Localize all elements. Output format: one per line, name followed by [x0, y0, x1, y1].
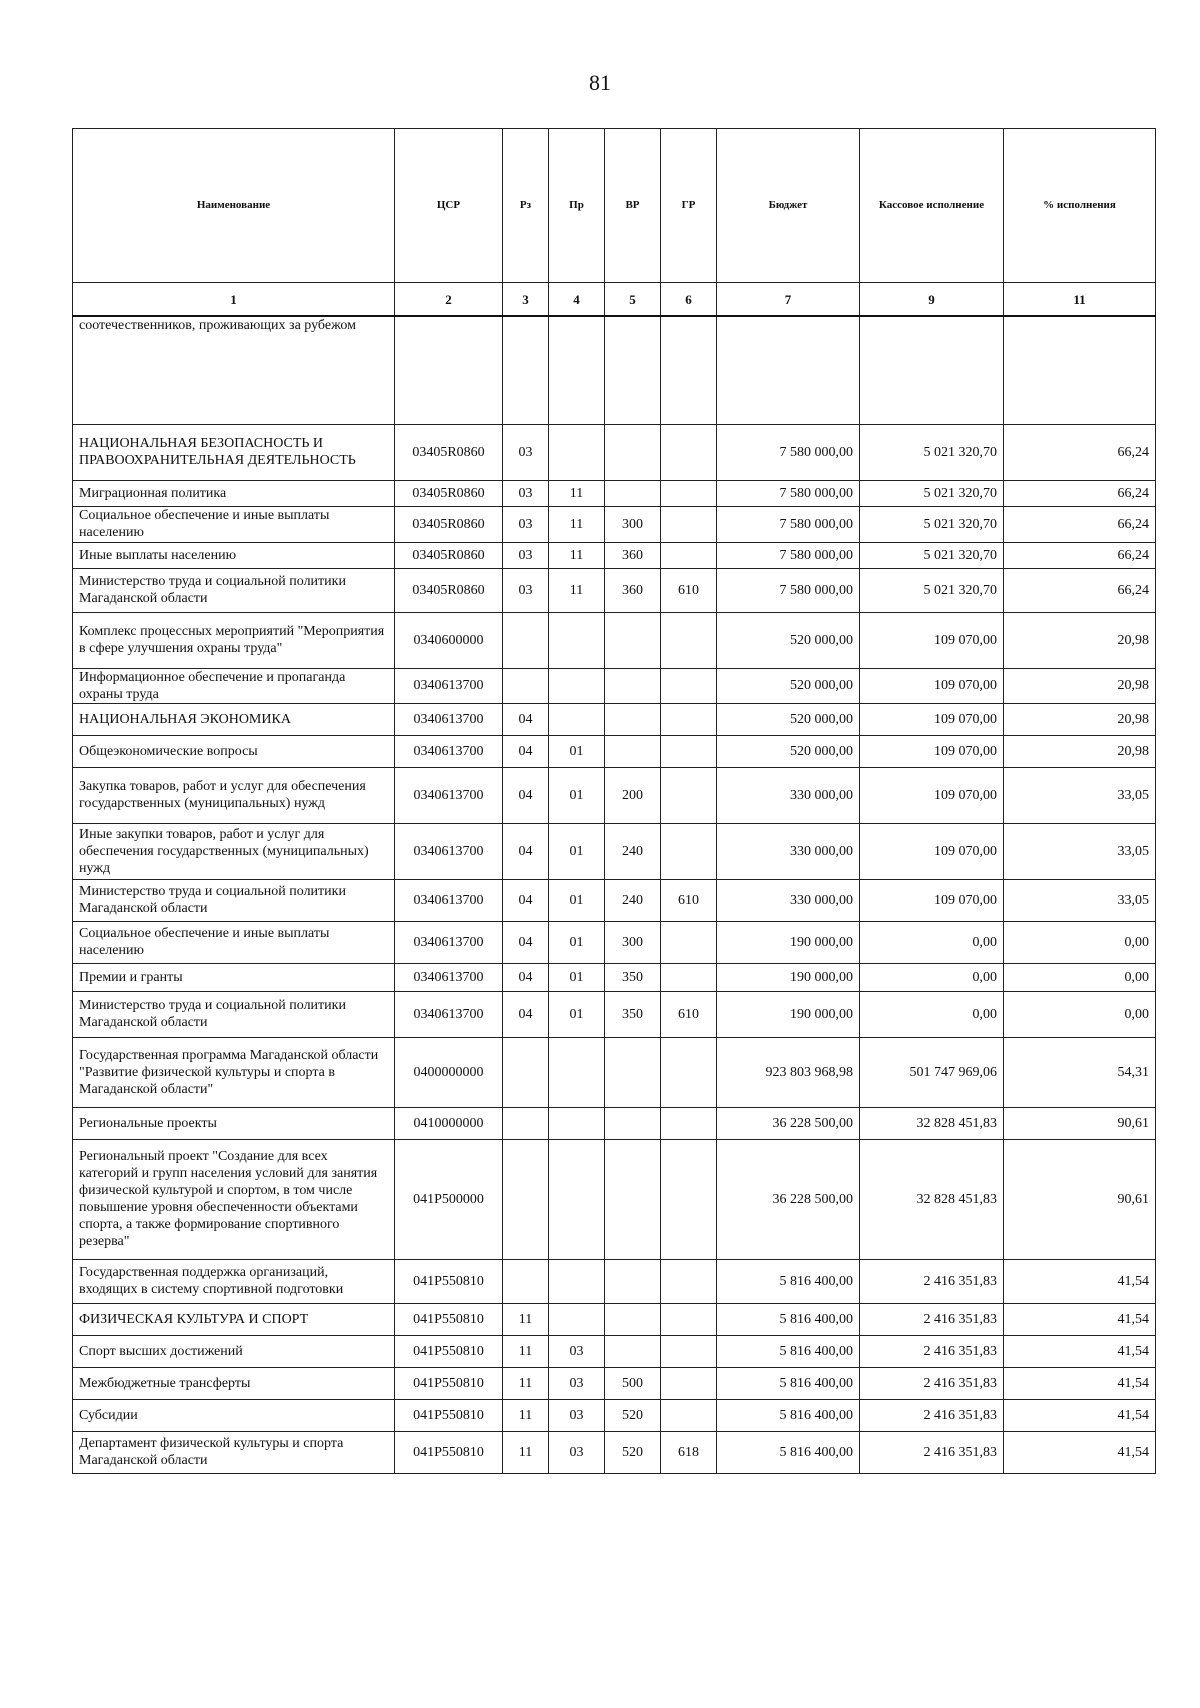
cell-gr	[661, 424, 717, 480]
cell-name: Региональный проект "Создание для всех категорий и групп населения условий для занятия физической культурой и спортом, в том числе повышение уровня обеспеченности объектами спорта, а также формирование спортивного резерва"	[73, 1139, 395, 1259]
cell-gr: 610	[661, 991, 717, 1037]
cell-budget: 5 816 400,00	[717, 1367, 860, 1399]
cell-pr	[549, 1259, 605, 1303]
cell-name: Департамент физической культуры и спорта Магаданской области	[73, 1431, 395, 1473]
cell-vr: 520	[605, 1431, 661, 1473]
cell-rz: 04	[503, 703, 549, 735]
cell-pr	[549, 703, 605, 735]
cell-csr: 041P550810	[395, 1335, 503, 1367]
cell-name: Региональные проекты	[73, 1107, 395, 1139]
cell-vr	[605, 316, 661, 424]
cell-pct: 0,00	[1004, 963, 1156, 991]
cell-rz: 11	[503, 1335, 549, 1367]
table-row	[73, 542, 1156, 568]
cell-budget: 7 580 000,00	[717, 568, 860, 612]
table-body	[73, 316, 1156, 1473]
header-cash: Кассовое исполнение	[860, 129, 1004, 283]
cell-gr	[661, 1037, 717, 1107]
cell-rz: 11	[503, 1303, 549, 1335]
cell-csr: 03405R0860	[395, 568, 503, 612]
cell-csr: 0340613700	[395, 921, 503, 963]
cell-name: Министерство труда и социальной политики Магаданской области	[73, 568, 395, 612]
cell-vr: 300	[605, 506, 661, 542]
cell-gr	[661, 921, 717, 963]
cell-vr	[605, 1303, 661, 1335]
cell-csr: 041P550810	[395, 1259, 503, 1303]
cell-pct: 66,24	[1004, 480, 1156, 506]
cell-vr	[605, 1335, 661, 1367]
cell-rz: 03	[503, 542, 549, 568]
cell-vr	[605, 480, 661, 506]
cell-csr: 0340600000	[395, 612, 503, 668]
cell-gr	[661, 668, 717, 703]
cell-pr	[549, 424, 605, 480]
cell-pr: 01	[549, 991, 605, 1037]
table-row	[73, 963, 1156, 991]
cell-rz	[503, 668, 549, 703]
cell-budget: 520 000,00	[717, 612, 860, 668]
cell-cash: 5 021 320,70	[860, 480, 1004, 506]
cell-vr: 300	[605, 921, 661, 963]
cell-pct: 54,31	[1004, 1037, 1156, 1107]
cell-gr	[661, 316, 717, 424]
header-csr: ЦСР	[395, 129, 503, 283]
cell-pct: 20,98	[1004, 668, 1156, 703]
table-row	[73, 879, 1156, 921]
cell-name: Комплекс процессных мероприятий "Мероприятия в сфере улучшения охраны труда"	[73, 612, 395, 668]
cell-rz: 03	[503, 568, 549, 612]
cell-csr: 03405R0860	[395, 480, 503, 506]
table-row	[73, 1399, 1156, 1431]
table-row	[73, 506, 1156, 542]
cell-csr: 0340613700	[395, 735, 503, 767]
cell-csr: 0410000000	[395, 1107, 503, 1139]
table-row	[73, 921, 1156, 963]
cell-pct	[1004, 316, 1156, 424]
column-number: 1	[73, 283, 395, 317]
cell-cash: 2 416 351,83	[860, 1303, 1004, 1335]
cell-budget: 923 803 968,98	[717, 1037, 860, 1107]
cell-pr: 03	[549, 1335, 605, 1367]
cell-budget: 7 580 000,00	[717, 480, 860, 506]
cell-pct: 20,98	[1004, 703, 1156, 735]
cell-pr	[549, 1139, 605, 1259]
cell-pct: 0,00	[1004, 991, 1156, 1037]
cell-budget: 330 000,00	[717, 767, 860, 823]
cell-rz: 03	[503, 424, 549, 480]
cell-pct: 20,98	[1004, 735, 1156, 767]
cell-pr	[549, 1107, 605, 1139]
cell-cash: 109 070,00	[860, 668, 1004, 703]
cell-vr: 240	[605, 879, 661, 921]
cell-pct: 41,54	[1004, 1399, 1156, 1431]
cell-cash: 5 021 320,70	[860, 568, 1004, 612]
cell-name: Министерство труда и социальной политики Магаданской области	[73, 879, 395, 921]
cell-rz: 04	[503, 921, 549, 963]
cell-pct: 33,05	[1004, 879, 1156, 921]
table-row	[73, 735, 1156, 767]
cell-csr: 0340613700	[395, 879, 503, 921]
cell-pr: 01	[549, 767, 605, 823]
cell-vr: 360	[605, 542, 661, 568]
cell-cash: 109 070,00	[860, 703, 1004, 735]
column-number: 4	[549, 283, 605, 317]
cell-name: Социальное обеспечение и иные выплаты населению	[73, 506, 395, 542]
cell-rz: 11	[503, 1367, 549, 1399]
cell-vr: 520	[605, 1399, 661, 1431]
cell-rz: 04	[503, 735, 549, 767]
cell-pct: 20,98	[1004, 612, 1156, 668]
cell-pr: 01	[549, 735, 605, 767]
header-rz: Рз	[503, 129, 549, 283]
cell-pct: 41,54	[1004, 1303, 1156, 1335]
cell-vr	[605, 668, 661, 703]
cell-gr	[661, 1367, 717, 1399]
table-row	[73, 1303, 1156, 1335]
column-number: 11	[1004, 283, 1156, 317]
cell-cash: 2 416 351,83	[860, 1431, 1004, 1473]
cell-csr: 041P550810	[395, 1303, 503, 1335]
column-number: 3	[503, 283, 549, 317]
column-number: 5	[605, 283, 661, 317]
cell-budget	[717, 316, 860, 424]
column-number: 9	[860, 283, 1004, 317]
cell-pct: 33,05	[1004, 823, 1156, 879]
cell-name: НАЦИОНАЛЬНАЯ ЭКОНОМИКА	[73, 703, 395, 735]
cell-csr: 0340613700	[395, 963, 503, 991]
table-row	[73, 568, 1156, 612]
cell-cash: 0,00	[860, 963, 1004, 991]
cell-cash: 501 747 969,06	[860, 1037, 1004, 1107]
cell-csr: 0340613700	[395, 668, 503, 703]
cell-budget: 330 000,00	[717, 823, 860, 879]
cell-name: Государственная поддержка организаций, входящих в систему спортивной подготовки	[73, 1259, 395, 1303]
cell-vr: 350	[605, 963, 661, 991]
table-row	[73, 703, 1156, 735]
cell-pct: 33,05	[1004, 767, 1156, 823]
cell-rz	[503, 1107, 549, 1139]
header-pr: Пр	[549, 129, 605, 283]
cell-rz: 04	[503, 767, 549, 823]
cell-vr: 240	[605, 823, 661, 879]
cell-name: Закупка товаров, работ и услуг для обеспечения государственных (муниципальных) нужд	[73, 767, 395, 823]
cell-pct: 90,61	[1004, 1107, 1156, 1139]
table-row	[73, 1139, 1156, 1259]
cell-rz: 04	[503, 823, 549, 879]
header-pct: % исполнения	[1004, 129, 1156, 283]
cell-gr	[661, 823, 717, 879]
table-row	[73, 1107, 1156, 1139]
cell-csr: 03405R0860	[395, 506, 503, 542]
cell-gr	[661, 1139, 717, 1259]
cell-rz: 04	[503, 991, 549, 1037]
cell-cash: 2 416 351,83	[860, 1367, 1004, 1399]
cell-name: НАЦИОНАЛЬНАЯ БЕЗОПАСНОСТЬ И ПРАВООХРАНИТЕЛЬНАЯ ДЕЯТЕЛЬНОСТЬ	[73, 424, 395, 480]
cell-budget: 5 816 400,00	[717, 1259, 860, 1303]
cell-gr	[661, 735, 717, 767]
cell-gr: 618	[661, 1431, 717, 1473]
cell-budget: 36 228 500,00	[717, 1107, 860, 1139]
budget-table	[72, 128, 1156, 1474]
cell-budget: 330 000,00	[717, 879, 860, 921]
column-number-row	[73, 283, 1156, 317]
cell-budget: 5 816 400,00	[717, 1335, 860, 1367]
cell-pr: 01	[549, 879, 605, 921]
cell-cash: 109 070,00	[860, 612, 1004, 668]
cell-name: Субсидии	[73, 1399, 395, 1431]
cell-gr	[661, 612, 717, 668]
cell-pr: 11	[549, 568, 605, 612]
cell-rz	[503, 612, 549, 668]
cell-name: Премии и гранты	[73, 963, 395, 991]
cell-cash: 32 828 451,83	[860, 1139, 1004, 1259]
cell-pr: 01	[549, 963, 605, 991]
cell-pr: 11	[549, 480, 605, 506]
cell-pr: 01	[549, 823, 605, 879]
cell-pct: 90,61	[1004, 1139, 1156, 1259]
cell-vr	[605, 612, 661, 668]
cell-pct: 41,54	[1004, 1259, 1156, 1303]
cell-csr: 03405R0860	[395, 542, 503, 568]
table-row	[73, 1431, 1156, 1473]
cell-vr	[605, 1139, 661, 1259]
cell-gr	[661, 1107, 717, 1139]
cell-name: Информационное обеспечение и пропаганда охраны труда	[73, 668, 395, 703]
cell-pr: 03	[549, 1431, 605, 1473]
cell-gr	[661, 703, 717, 735]
cell-name: Иные закупки товаров, работ и услуг для обеспечения государственных (муниципальных) нужд	[73, 823, 395, 879]
cell-pct: 66,24	[1004, 542, 1156, 568]
cell-csr: 0400000000	[395, 1037, 503, 1107]
cell-gr: 610	[661, 879, 717, 921]
cell-cash: 32 828 451,83	[860, 1107, 1004, 1139]
table-row	[73, 1367, 1156, 1399]
cell-name: Общеэкономические вопросы	[73, 735, 395, 767]
cell-budget: 5 816 400,00	[717, 1431, 860, 1473]
table-row	[73, 612, 1156, 668]
table-row	[73, 991, 1156, 1037]
cell-rz	[503, 316, 549, 424]
cell-csr: 0340613700	[395, 703, 503, 735]
cell-pr: 03	[549, 1399, 605, 1431]
cell-pct: 41,54	[1004, 1335, 1156, 1367]
cell-pct: 41,54	[1004, 1431, 1156, 1473]
cell-name: Спорт высших достижений	[73, 1335, 395, 1367]
cell-gr	[661, 1335, 717, 1367]
cell-pr	[549, 668, 605, 703]
cell-pr: 11	[549, 542, 605, 568]
column-number: 2	[395, 283, 503, 317]
cell-gr	[661, 767, 717, 823]
cell-pr: 01	[549, 921, 605, 963]
cell-budget: 520 000,00	[717, 668, 860, 703]
cell-name: ФИЗИЧЕСКАЯ КУЛЬТУРА И СПОРТ	[73, 1303, 395, 1335]
cell-gr	[661, 506, 717, 542]
cell-budget: 7 580 000,00	[717, 506, 860, 542]
cell-budget: 520 000,00	[717, 703, 860, 735]
table-row	[73, 668, 1156, 703]
cell-cash: 2 416 351,83	[860, 1399, 1004, 1431]
cell-name: Государственная программа Магаданской области "Развитие физической культуры и спорта в Магаданской области"	[73, 1037, 395, 1107]
cell-name: Иные выплаты населению	[73, 542, 395, 568]
cell-vr	[605, 1037, 661, 1107]
cell-pr	[549, 612, 605, 668]
page-number: 81	[589, 70, 611, 95]
cell-name: Министерство труда и социальной политики Магаданской области	[73, 991, 395, 1037]
table-row	[73, 1259, 1156, 1303]
cell-csr: 041P550810	[395, 1399, 503, 1431]
cell-gr: 610	[661, 568, 717, 612]
cell-rz: 03	[503, 480, 549, 506]
column-number: 7	[717, 283, 860, 317]
cell-rz	[503, 1139, 549, 1259]
cell-cash: 5 021 320,70	[860, 424, 1004, 480]
cell-cash: 109 070,00	[860, 879, 1004, 921]
cell-csr: 0340613700	[395, 991, 503, 1037]
header-row	[73, 129, 1156, 283]
cell-csr	[395, 316, 503, 424]
cell-budget: 5 816 400,00	[717, 1399, 860, 1431]
cell-csr: 0340613700	[395, 767, 503, 823]
table-row	[73, 424, 1156, 480]
cell-vr	[605, 1259, 661, 1303]
cell-budget: 520 000,00	[717, 735, 860, 767]
table-row	[73, 480, 1156, 506]
cell-vr: 360	[605, 568, 661, 612]
cell-rz: 04	[503, 879, 549, 921]
cell-cash: 0,00	[860, 991, 1004, 1037]
cell-rz	[503, 1037, 549, 1107]
cell-rz: 03	[503, 506, 549, 542]
cell-name: Миграционная политика	[73, 480, 395, 506]
cell-csr: 041P500000	[395, 1139, 503, 1259]
header-gr: ГР	[661, 129, 717, 283]
cell-gr	[661, 963, 717, 991]
cell-rz	[503, 1259, 549, 1303]
cell-budget: 7 580 000,00	[717, 424, 860, 480]
cell-cash: 2 416 351,83	[860, 1259, 1004, 1303]
cell-pct: 66,24	[1004, 424, 1156, 480]
cell-budget: 7 580 000,00	[717, 542, 860, 568]
cell-pr: 03	[549, 1367, 605, 1399]
column-number: 6	[661, 283, 717, 317]
cell-vr	[605, 424, 661, 480]
cell-pr: 11	[549, 506, 605, 542]
cell-budget: 190 000,00	[717, 963, 860, 991]
cell-pr	[549, 1303, 605, 1335]
cell-cash: 2 416 351,83	[860, 1335, 1004, 1367]
cell-vr: 350	[605, 991, 661, 1037]
cell-cash: 109 070,00	[860, 735, 1004, 767]
table-row	[73, 1335, 1156, 1367]
cell-pr	[549, 316, 605, 424]
cell-gr	[661, 1399, 717, 1431]
table-row	[73, 767, 1156, 823]
cell-vr	[605, 703, 661, 735]
header-vr: ВР	[605, 129, 661, 283]
cell-csr: 041P550810	[395, 1367, 503, 1399]
cell-rz: 04	[503, 963, 549, 991]
cell-name: Социальное обеспечение и иные выплаты населению	[73, 921, 395, 963]
cell-budget: 5 816 400,00	[717, 1303, 860, 1335]
table-row	[73, 316, 1156, 424]
header-name: Наименование	[73, 129, 395, 283]
cell-pct: 0,00	[1004, 921, 1156, 963]
cell-csr: 041P550810	[395, 1431, 503, 1473]
cell-budget: 190 000,00	[717, 991, 860, 1037]
cell-cash: 109 070,00	[860, 767, 1004, 823]
cell-gr	[661, 542, 717, 568]
cell-pr	[549, 1037, 605, 1107]
cell-pct: 66,24	[1004, 506, 1156, 542]
cell-pct: 41,54	[1004, 1367, 1156, 1399]
cell-gr	[661, 1259, 717, 1303]
cell-name: соотечественников, проживающих за рубежом	[73, 316, 395, 424]
cell-rz: 11	[503, 1399, 549, 1431]
cell-vr	[605, 735, 661, 767]
cell-cash	[860, 316, 1004, 424]
cell-rz: 11	[503, 1431, 549, 1473]
table-row	[73, 823, 1156, 879]
cell-pct: 66,24	[1004, 568, 1156, 612]
cell-cash: 5 021 320,70	[860, 506, 1004, 542]
cell-gr	[661, 1303, 717, 1335]
cell-cash: 5 021 320,70	[860, 542, 1004, 568]
cell-vr	[605, 1107, 661, 1139]
cell-gr	[661, 480, 717, 506]
cell-csr: 0340613700	[395, 823, 503, 879]
cell-name: Межбюджетные трансферты	[73, 1367, 395, 1399]
cell-cash: 0,00	[860, 921, 1004, 963]
cell-budget: 190 000,00	[717, 921, 860, 963]
cell-cash: 109 070,00	[860, 823, 1004, 879]
cell-budget: 36 228 500,00	[717, 1139, 860, 1259]
table-row	[73, 1037, 1156, 1107]
header-budget: Бюджет	[717, 129, 860, 283]
cell-vr: 200	[605, 767, 661, 823]
cell-csr: 03405R0860	[395, 424, 503, 480]
cell-vr: 500	[605, 1367, 661, 1399]
